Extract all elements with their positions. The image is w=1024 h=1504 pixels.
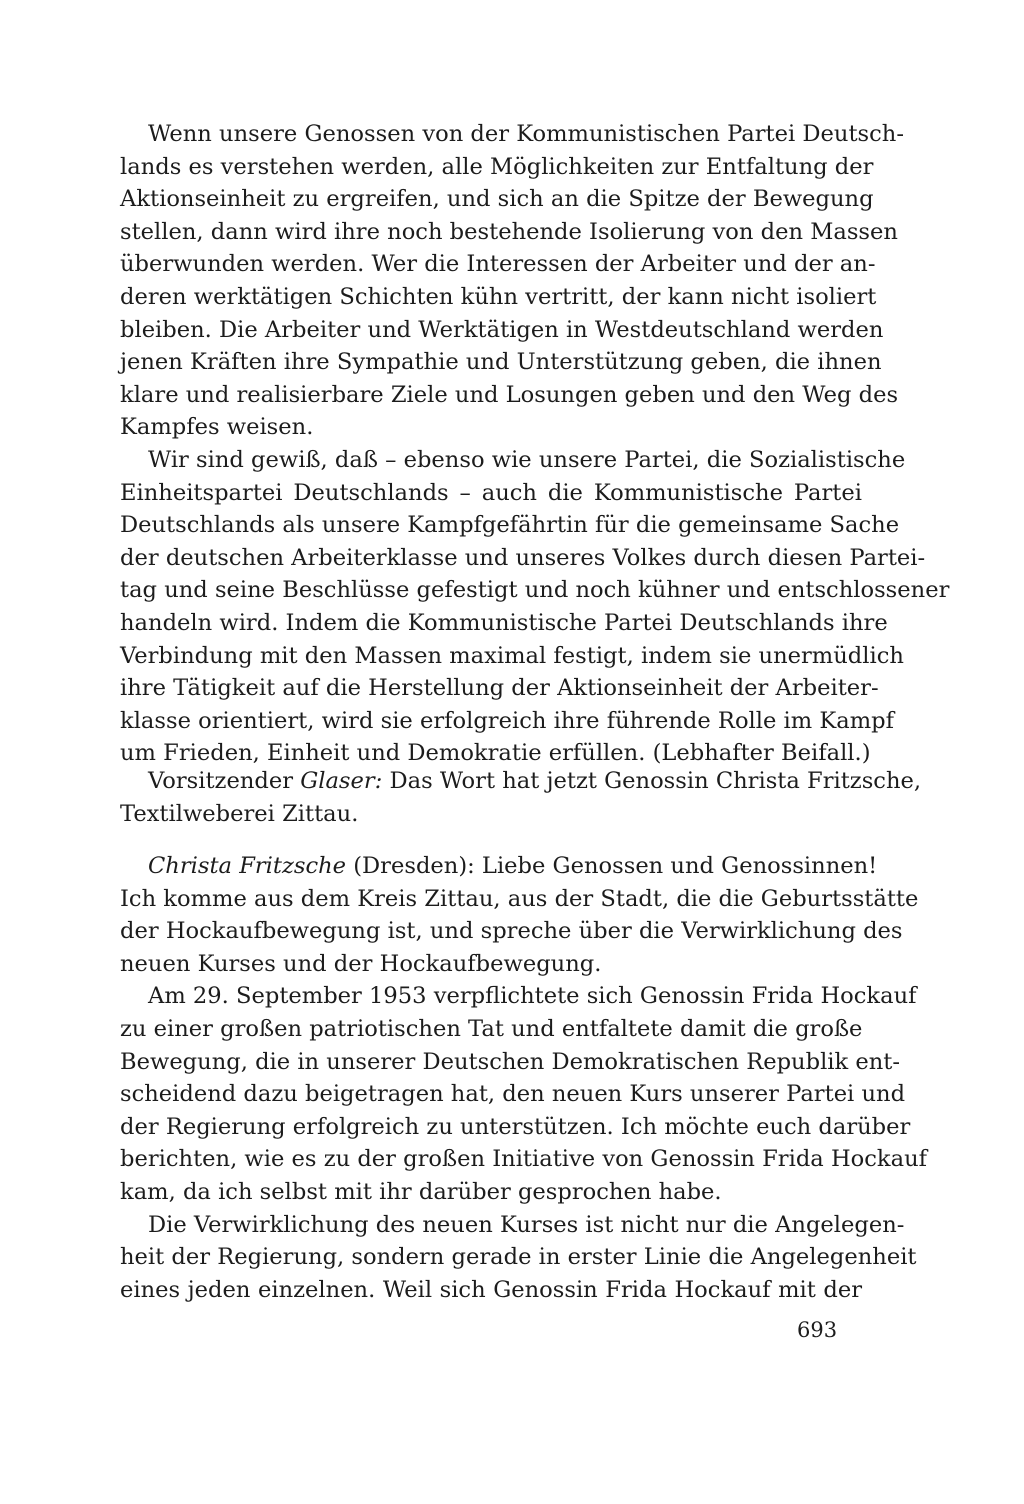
text-line: Kampfes weisen. [120,414,314,441]
text-line: ihre Tätigkeit auf die Herstellung der Aktionseinheit der Arbeiter- [120,675,879,702]
text-line: klare und realisierbare Ziele und Losungen geben und den Weg des [120,381,899,408]
speaker-text: (Dresden): Liebe Genossen und Genossinnen! [346,853,878,879]
text-line: der Regierung erfolgreich zu unterstützen. Ich möchte euch darüber [120,1113,911,1140]
speech-fritzsche [120,850,927,1306]
text-line: bleiben. Die Arbeiter und Werktätigen in Westdeutschland werden [120,316,884,343]
text-line: tag und seine Beschlüsse gefestigt und noch kühner und entschlossener [120,577,950,604]
paragraph-neuer-kurs [120,1209,917,1307]
text-line: lands es verstehen werden, alle Möglichkeiten zur Entfaltung der [120,153,874,180]
text-line: eines jeden einzelnen. Weil sich Genossin Frida Hockauf mit der [120,1276,862,1303]
text-line: Am 29. September 1953 verpflichtete sich Genossin Frida Hockauf [148,983,917,1010]
text-line: scheidend dazu beigetragen hat, den neuen Kurs unserer Partei und [120,1081,906,1108]
speaker-name: Christa Fritzsche [148,853,347,879]
paragraph-aktionseinheit [120,118,904,444]
text-line: heit der Regierung, sondern gerade in erster Linie die Angelegenheit [120,1244,917,1271]
text-line: überwunden werden. Wer die Interessen der Arbeiter und der an- [120,251,876,278]
text-line: Textilweberei Zittau. [120,800,359,827]
text-line: zu einer großen patriotischen Tat und entfaltete damit die große [120,1015,863,1042]
chair-text: Das Wort hat jetzt Genossin Christa Fritzsche, [382,768,922,794]
text-line: stellen, dann wird ihre noch bestehende Isolierung von den Massen [120,218,898,245]
text-line: berichten, wie es zu der großen Initiative von Genossin Frida Hockauf [120,1146,927,1173]
text-line: Verbindung mit den Massen maximal festigt, indem sie unermüdlich [120,642,904,669]
text-line: handeln wird. Indem die Kommunistische Partei Deutschlands ihre [120,609,888,636]
text-line: Bewegung, die in unserer Deutschen Demokratischen Republik ent- [120,1048,901,1075]
text-line: Einheitspartei Deutschlands – auch die Kommunistische Partei [120,479,862,506]
text-line: klasse orientiert, wird sie erfolgreich ihre führende Rolle im Kampf [120,707,894,734]
chair-name: Glaser: [300,768,383,794]
text-line: kam, da ich selbst mit ihr darüber gesprochen habe. [120,1178,722,1205]
text-line: um Frieden, Einheit und Demokratie erfüllen. (Lebhafter Beifall.) [120,740,871,767]
paragraph-hockauf [120,980,927,1208]
text-line: Die Verwirklichung des neuen Kurses ist nicht nur die Angelegen- [148,1211,905,1238]
text-line: Deutschlands als unsere Kampfgefährtin für die gemeinsame Sache [120,512,900,539]
text-line [120,765,922,798]
text-block-main [120,118,950,770]
text-line: der deutschen Arbeiterklasse und unseres Volkes durch diesen Partei- [120,544,926,571]
text-line: der Hockaufbewegung ist, und spreche über die Verwirklichung des [120,918,903,945]
chair-announcement [120,765,922,830]
text-line: neuen Kurses und der Hockaufbewegung. [120,950,602,977]
paragraph-kampfgefaehrtin [120,444,950,770]
chair-prefix: Vorsitzender [148,768,301,794]
text-line: Wir sind gewiß, daß – ebenso wie unsere Partei, die Sozialistische [148,446,906,473]
text-line: Wenn unsere Genossen von der Kommunistischen Partei Deutsch- [148,121,904,147]
text-line: deren werktätigen Schichten kühn vertritt, der kann nicht isoliert [120,283,877,310]
page-number: 693 [797,1318,838,1342]
paragraph-intro [120,850,919,980]
text-line [120,850,878,883]
text-line: Ich komme aus dem Kreis Zittau, aus der Stadt, die die Geburtsstätte [120,885,919,912]
text-line: Aktionseinheit zu ergreifen, und sich an die Spitze der Bewegung [120,186,874,213]
text-line: jenen Kräften ihre Sympathie und Unterstützung geben, die ihnen [120,349,882,376]
